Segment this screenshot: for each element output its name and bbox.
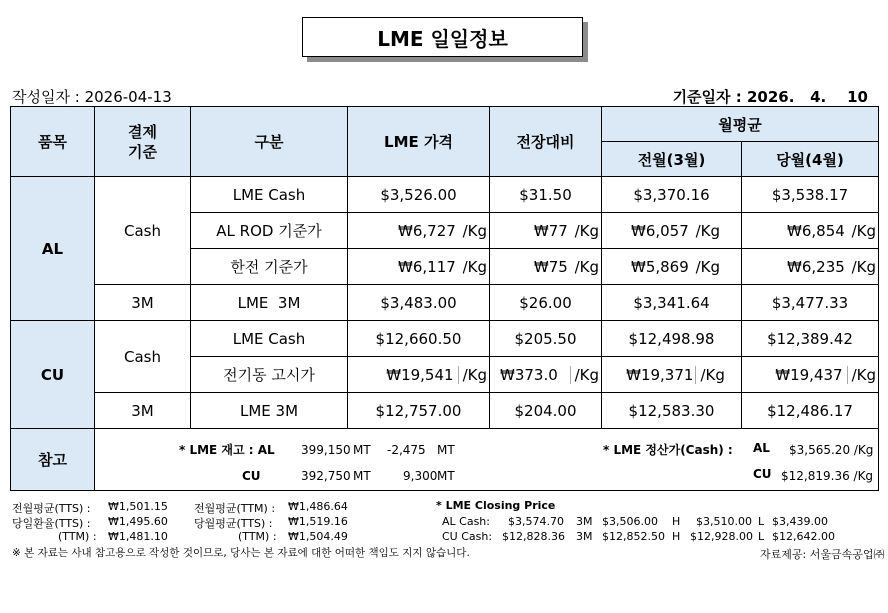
row-label: LME Cash [191, 177, 348, 213]
created-date-label: 작성일자 : [12, 88, 80, 106]
prev-avg: $12,498.98 [602, 321, 742, 357]
header-curr-month: 당월(4월) [742, 142, 879, 177]
cu-stock-unit: MT [353, 468, 371, 483]
today-ttm: ₩1,481.10 [108, 530, 168, 543]
header-item: 품목 [11, 107, 95, 177]
cu-stock-change: 9,300 [403, 468, 438, 483]
settle-cu-label: CU [753, 466, 772, 481]
al-h: $3,510.00 [696, 515, 752, 528]
curr-avg: $3,477.33 [742, 285, 879, 321]
reference-content [95, 429, 879, 491]
base-date-label: 기준일자 : [672, 88, 742, 106]
settle-al-label: AL [753, 440, 770, 455]
lme-price-cell [348, 249, 490, 285]
item-cu: CU [11, 321, 95, 429]
stock-label: * LME 재고 : AL [179, 442, 275, 457]
al-3m-label: 3M [576, 515, 593, 528]
al-cash-label: AL Cash: [442, 515, 490, 528]
prev-avg: $3,370.16 [602, 177, 742, 213]
prev-avg-ttm-label: 전월평균(TTM) : [194, 502, 276, 515]
page-title: LME 일일정보 [302, 17, 583, 57]
row-label: LME 3M [191, 285, 348, 321]
change-cell [490, 357, 602, 393]
curr-avg-tts-label: 당월평균(TTS) : [194, 517, 273, 530]
disclaimer: ※ 본 자료는 사내 참고용으로 작성한 것이므로, 당사는 본 자료에 대한 어떠한 책임도 지지 않습니다. [12, 547, 470, 559]
lme-price: $12,660.50 [348, 321, 490, 357]
al-h-label: H [672, 515, 681, 528]
curr-avg-ttm-label: (TTM) : [238, 530, 277, 543]
lme-price: ₩19,541 [386, 365, 454, 384]
created-date-value: 2026-04-13 [84, 88, 172, 106]
al-stock-change: -2,475 [387, 442, 426, 457]
cu-settle: $12,819.36 /Kg [781, 468, 874, 483]
al-l: $3,439.00 [772, 515, 828, 528]
lme-price-cell [348, 213, 490, 249]
change-cell [490, 249, 602, 285]
unit: /Kg [695, 257, 720, 276]
prev-avg-ttm: ₩1,486.64 [288, 500, 348, 513]
change: $204.00 [490, 393, 602, 429]
cu-3m: $12,852.50 [602, 530, 665, 543]
curr-avg-cell [742, 357, 879, 393]
lme-price-table [10, 106, 879, 491]
al-change-unit: MT [437, 442, 455, 457]
al-cash: $3,574.70 [508, 515, 564, 528]
cu-h-label: H [672, 530, 681, 543]
item-al: AL [11, 177, 95, 321]
al-l-label: L [758, 515, 765, 528]
table-row [11, 285, 879, 321]
today-ttm-label: (TTM) : [58, 530, 97, 543]
unit: /Kg [574, 221, 599, 240]
unit: /Kg [851, 257, 877, 276]
reference-label: 참고 [11, 429, 95, 491]
prev-avg-cell [602, 249, 742, 285]
lme-price: $3,526.00 [348, 177, 490, 213]
header-lme-price: LME 가격 [348, 107, 490, 177]
row-label: AL ROD 기준가 [191, 213, 348, 249]
settle-cash: Cash [95, 321, 191, 393]
prev-avg: $3,341.64 [602, 285, 742, 321]
prev-avg-cell [602, 213, 742, 249]
cu-stock: 392,750 [301, 468, 351, 483]
curr-avg: $12,389.42 [742, 321, 879, 357]
curr-avg-cell [742, 213, 879, 249]
header-category: 구분 [191, 107, 348, 177]
cu-l-label: L [758, 530, 765, 543]
row-label: 한전 기준가 [191, 249, 348, 285]
row-label: 전기동 고시가 [191, 357, 348, 393]
table-row [11, 321, 879, 357]
cu-cash: $12,828.36 [502, 530, 565, 543]
change: $26.00 [490, 285, 602, 321]
unit: /Kg [570, 366, 599, 384]
header-prev-month: 전월(3월) [602, 142, 742, 177]
today-tts-label: 당일환율(TTS) : [12, 517, 91, 530]
al-3m: $3,506.00 [602, 515, 658, 528]
al-stock: 399,150 [301, 442, 351, 457]
header-monthly-avg: 월평균 [602, 107, 879, 142]
curr-avg: $12,486.17 [742, 393, 879, 429]
reference-row [11, 429, 879, 491]
header-change: 전장대비 [490, 107, 602, 177]
unit: /Kg [695, 221, 720, 240]
change: ₩77 [533, 221, 568, 240]
change-cell [490, 213, 602, 249]
base-date-value: 2026. 4. 10 [746, 88, 868, 106]
prev-avg: $12,583.30 [602, 393, 742, 429]
prev-avg-tts: ₩1,501.15 [108, 500, 168, 513]
lme-price: ₩6,117 [398, 257, 456, 276]
lme-price: $12,757.00 [348, 393, 490, 429]
table-row [11, 393, 879, 429]
prev-avg-cell [602, 357, 742, 393]
row-label: LME 3M [191, 393, 348, 429]
curr-avg: ₩6,235 [787, 257, 845, 276]
unit: /Kg [462, 257, 487, 276]
al-settle: $3,565.20 /Kg [789, 442, 874, 457]
curr-avg-ttm: ₩1,504.49 [288, 530, 348, 543]
created-date [12, 86, 172, 107]
curr-avg: ₩6,854 [787, 221, 845, 240]
settle-label: * LME 정산가(Cash) : [603, 442, 733, 457]
change: $31.50 [490, 177, 602, 213]
prev-avg: ₩6,057 [631, 221, 689, 240]
unit: /Kg [695, 366, 724, 384]
lme-price: ₩6,727 [398, 221, 456, 240]
settle-3m: 3M [95, 285, 191, 321]
provider: 자료제공: 서울금속공업㈜ [760, 548, 885, 561]
unit: /Kg [851, 221, 877, 240]
row-label: LME Cash [191, 321, 348, 357]
lme-price-cell [348, 357, 490, 393]
cu-l: $12,642.00 [772, 530, 835, 543]
settle-cash: Cash [95, 177, 191, 285]
curr-avg: ₩19,437 [775, 365, 843, 384]
prev-avg-tts-label: 전월평균(TTS) : [12, 502, 91, 515]
title-area [302, 17, 583, 57]
prev-avg: ₩5,869 [631, 257, 689, 276]
unit: /Kg [462, 221, 487, 240]
cu-3m-label: 3M [576, 530, 593, 543]
al-stock-unit: MT [353, 442, 371, 457]
lme-price: $3,483.00 [348, 285, 490, 321]
table-row [11, 177, 879, 213]
cu-change-unit: MT [437, 468, 455, 483]
base-date [673, 86, 868, 107]
prev-avg: ₩19,371 [626, 365, 694, 384]
curr-avg-cell [742, 249, 879, 285]
curr-avg: $3,538.17 [742, 177, 879, 213]
unit: /Kg [574, 257, 599, 276]
today-tts: ₩1,495.60 [108, 515, 168, 528]
curr-avg-tts: ₩1,519.16 [288, 515, 348, 528]
header-settle: 결제 기준 [95, 107, 191, 177]
cu-h: $12,928.00 [690, 530, 753, 543]
cu-cash-label: CU Cash: [442, 530, 493, 543]
change: ₩373.0 [500, 365, 558, 384]
cu-stock-label: CU [242, 468, 261, 483]
settle-3m: 3M [95, 393, 191, 429]
unit: /Kg [458, 366, 487, 384]
change: $205.50 [490, 321, 602, 357]
closing-title: * LME Closing Price [436, 499, 556, 512]
change: ₩75 [533, 257, 568, 276]
unit: /Kg [847, 366, 876, 384]
